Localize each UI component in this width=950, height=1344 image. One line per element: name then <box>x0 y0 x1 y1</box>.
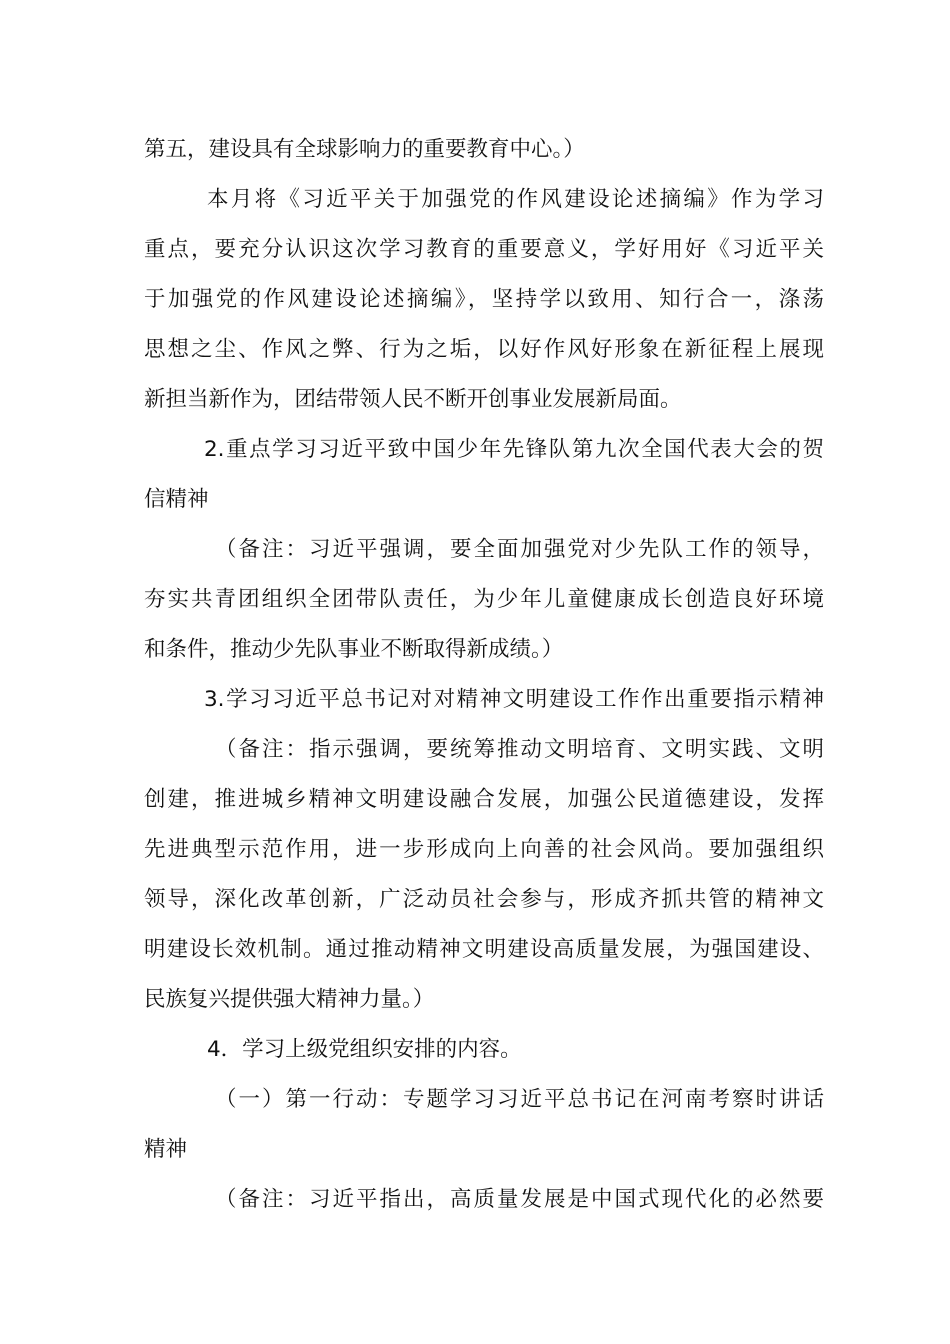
text-line-12: 3.学习习近平总书记对对精神文明建设工作作出重要指示精神 <box>204 687 824 712</box>
text-line-19: 4．学习上级党组织安排的内容。 <box>207 1037 522 1062</box>
text-line-4: 于加强党的作风建设论述摘编》，坚持学以致用、知行合一，涤荡 <box>144 287 824 312</box>
text-line-7: 2.重点学习习近平致中国少年先锋队第九次全国代表大会的贺 <box>204 437 824 462</box>
text-line-1: 第五，建设具有全球影响力的重要教育中心。） <box>144 137 585 162</box>
text-line-10: 夯实共青团组织全团带队责任，为少年儿童健康成长创造良好环境 <box>144 587 824 612</box>
text-line-20: （一）第一行动：专题学习习近平总书记在河南考察时讲话 <box>215 1087 824 1112</box>
text-line-9: （备注：习近平强调，要全面加强党对少先队工作的领导， <box>215 537 824 562</box>
text-line-8: 信精神 <box>144 487 209 512</box>
text-line-2: 本月将《习近平关于加强党的作风建设论述摘编》作为学习 <box>207 187 824 212</box>
text-line-15: 先进典型示范作用，进一步形成向上向善的社会风尚。要加强组织 <box>144 837 824 862</box>
text-line-21: 精神 <box>144 1137 188 1162</box>
text-line-22: （备注：习近平指出，高质量发展是中国式现代化的必然要 <box>215 1187 824 1212</box>
text-line-17: 明建设长效机制。通过推动精神文明建设高质量发展，为强国建设、 <box>144 937 824 962</box>
text-line-18: 民族复兴提供强大精神力量。） <box>144 987 435 1012</box>
text-line-16: 领导，深化改革创新，广泛动员社会参与，形成齐抓共管的精神文 <box>144 887 824 912</box>
text-line-14: 创建，推进城乡精神文明建设融合发展，加强公民道德建设，发挥 <box>144 787 824 812</box>
text-line-6: 新担当新作为，团结带领人民不断开创事业发展新局面。 <box>144 387 682 412</box>
text-line-5: 思想之尘、作风之弊、行为之垢，以好作风好形象在新征程上展现 <box>144 337 824 362</box>
text-line-13: （备注：指示强调，要统筹推动文明培育、文明实践、文明 <box>215 737 824 762</box>
text-line-3: 重点，要充分认识这次学习教育的重要意义，学好用好《习近平关 <box>144 237 824 262</box>
text-line-11: 和条件，推动少先队事业不断取得新成绩。） <box>144 637 564 662</box>
